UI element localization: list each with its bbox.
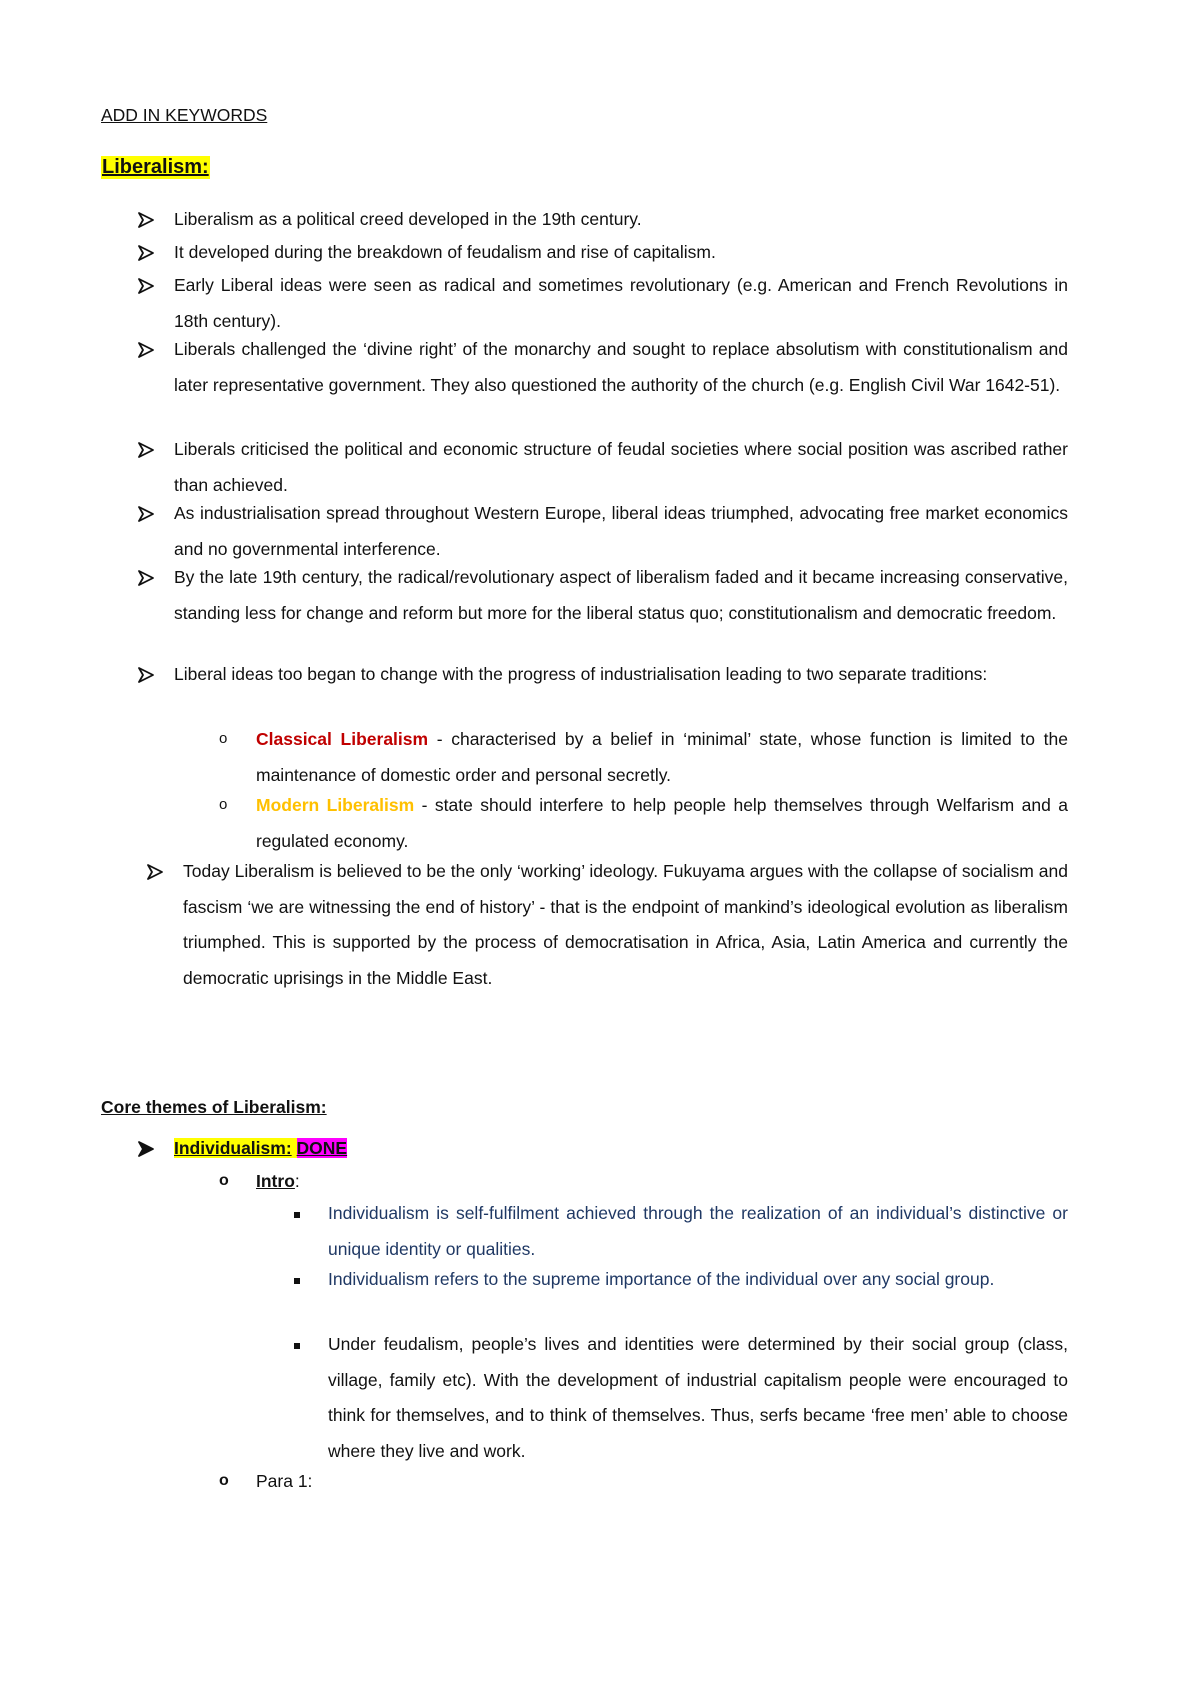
circle-bullet-icon: o xyxy=(219,730,228,747)
circle-bullet-icon: o xyxy=(219,796,228,813)
intro-point: Individualism refers to the supreme importance of the individual over any social group. xyxy=(328,1269,995,1289)
arrowhead-bullet-icon xyxy=(138,506,154,522)
intro-point: Individualism is self-fulfilment achieved through the realization of an individual’s distinctive or unique identity or qualities. xyxy=(328,1203,1068,1259)
theme-individualism xyxy=(174,1131,1068,1167)
classical-liberalism-text: - characterised by a belief in ‘minimal’ state, whose function is limited to the maintenance of domestic order and personal secretly. xyxy=(256,729,1068,785)
square-bullet-icon xyxy=(294,1212,300,1218)
circle-bullet-icon: o xyxy=(219,1472,229,1489)
modern-liberalism-label: Modern Liberalism xyxy=(256,795,415,815)
arrowhead-bullet-icon xyxy=(147,864,163,880)
circle-bullet-icon: o xyxy=(219,1172,229,1189)
arrowhead-bullet-icon xyxy=(138,442,154,458)
theme-name: Individualism: xyxy=(174,1138,292,1158)
arrowhead-bullet-icon xyxy=(138,278,154,294)
bullet-text: Liberals criticised the political and economic structure of feudal societies where social position was ascribed rather than achieved. xyxy=(174,439,1068,495)
bullet-text: By the late 19th century, the radical/revolutionary aspect of liberalism faded and it became increasing conservative, standing less for change and reform but more for the liberal status quo; constitutionalism and democratic freedom. xyxy=(174,567,1068,623)
arrowhead-bullet-icon xyxy=(138,245,154,261)
intro-label: Intro xyxy=(256,1171,295,1191)
arrowhead-bullet-icon xyxy=(138,570,154,586)
classical-liberalism-item xyxy=(256,722,1068,793)
intro-colon: : xyxy=(294,1171,300,1191)
square-bullet-icon xyxy=(294,1278,300,1284)
para1-label: Para 1: xyxy=(256,1471,313,1491)
intro-point: Under feudalism, people’s lives and identities were determined by their social group (class, village, family etc). With the development of industrial capitalism people were encouraged to think for themselves, and to think of themselves. Thus, serfs became ‘free men’ able to choose where they live and work. xyxy=(328,1334,1068,1461)
arrowhead-bullet-icon xyxy=(138,342,154,358)
bullet-text: It developed during the breakdown of feudalism and rise of capitalism. xyxy=(174,242,716,262)
bullet-text: Liberalism as a political creed developed in the 19th century. xyxy=(174,209,642,229)
core-themes-heading: Core themes of Liberalism: xyxy=(101,1097,327,1117)
arrowhead-bullet-icon xyxy=(138,667,154,683)
intro-item xyxy=(256,1164,1068,1200)
bullet-text: Liberal ideas too began to change with the progress of industrialisation leading to two separate traditions: xyxy=(174,664,988,684)
modern-liberalism-text: - state should interfere to help people help themselves through Welfarism and a regulated economy. xyxy=(256,795,1068,851)
classical-liberalism-label: Classical Liberalism xyxy=(256,729,429,749)
modern-liberalism-item xyxy=(256,788,1068,859)
arrowhead-bullet-icon xyxy=(138,1141,154,1157)
square-bullet-icon xyxy=(294,1343,300,1349)
liberalism-heading: Liberalism: xyxy=(102,156,209,178)
bullet-text: Early Liberal ideas were seen as radical and sometimes revolutionary (e.g. American and French Revolutions in 18th century). xyxy=(174,275,1068,331)
bullet-text: Liberals challenged the ‘divine right’ of the monarchy and sought to replace absolutism with constitutionalism and later representative government. They also questioned the authority of the church (e.g. English Civil War 1642-51). xyxy=(174,339,1068,395)
bullet-text: As industrialisation spread throughout Western Europe, liberal ideas triumphed, advocating free market economics and no governmental interference. xyxy=(174,503,1068,559)
keywords-heading: ADD IN KEYWORDS xyxy=(101,105,268,125)
theme-status-badge: DONE xyxy=(296,1138,348,1158)
arrowhead-bullet-icon xyxy=(138,212,154,228)
bullet-text: Today Liberalism is believed to be the only ‘working’ ideology. Fukuyama argues with the collapse of socialism and fascism ‘we are witnessing the end of history’ - that is the endpoint of mankind’s ideological evolution as liberalism triumphed. This is supported by the process of democratisation in Africa, Asia, Latin America and currently the democratic uprisings in the Middle East. xyxy=(183,861,1068,988)
